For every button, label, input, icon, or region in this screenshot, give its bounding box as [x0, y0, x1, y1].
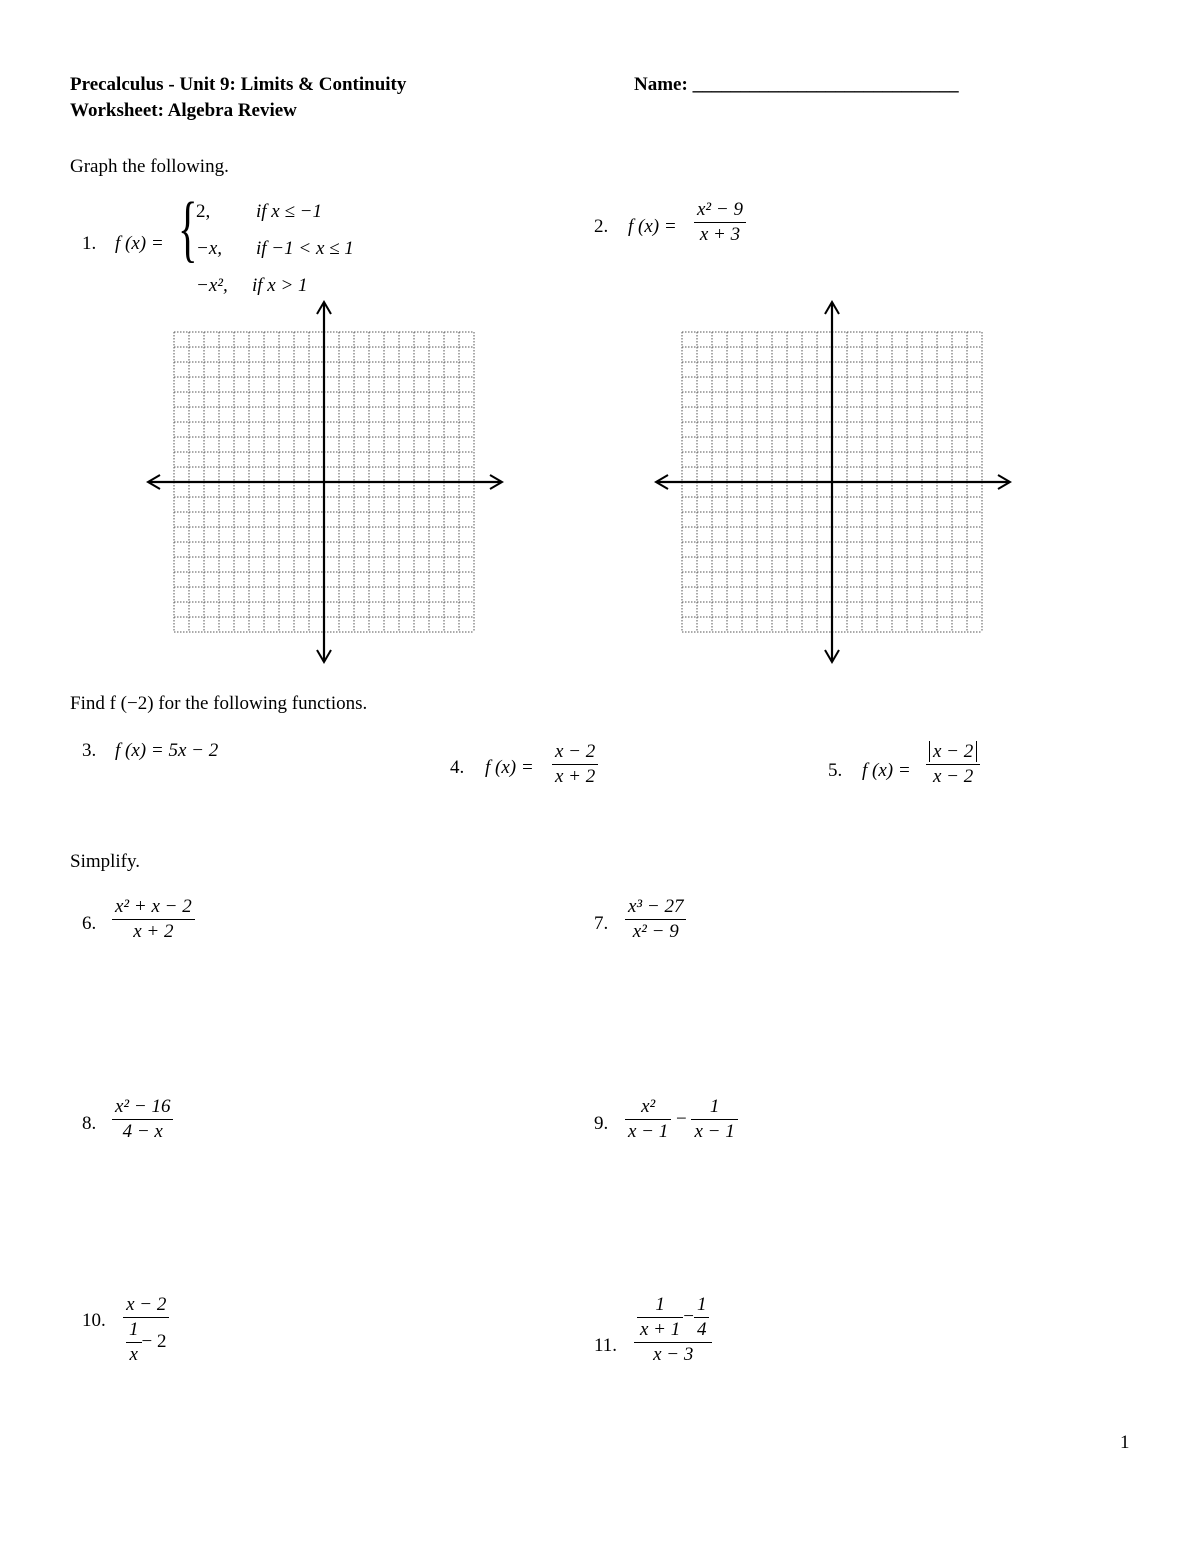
- p2-fraction: $\frac{\text{x² − 9}}{x + 3}$: [694, 198, 746, 247]
- p10-fraction: x − 2 $\frac{1}{x}$ − 2: [123, 1293, 169, 1366]
- coordinate-grid-2[interactable]: [648, 298, 1018, 668]
- p5-number: 5.: [828, 760, 843, 781]
- p3-expr: f (x) = 5x − 2: [115, 740, 219, 761]
- p3-number: 3.: [82, 740, 97, 761]
- worksheet-title: Precalculus - Unit 9: Limits & Continuity: [70, 74, 407, 95]
- p2-lhs: f (x) =: [628, 216, 677, 237]
- coordinate-grid-1[interactable]: [140, 298, 510, 668]
- name-label: Name: ____________________________: [634, 74, 959, 95]
- p7-number: 7.: [594, 913, 609, 934]
- p1-case-1: 2, if x ≤ −1: [196, 201, 322, 222]
- p9-expression: $\frac{\text{x²}}{x - 1}$ − $\frac{1}{x - 1}$: [625, 1095, 738, 1144]
- p9-number: 9.: [594, 1113, 609, 1134]
- worksheet-subtitle: Worksheet: Algebra Review: [70, 100, 297, 121]
- p11-fraction: $\frac{1}{x + 1}$ − $\frac{1}{4}$ x − 3: [634, 1293, 712, 1366]
- eval-instruction: Find f (−2) for the following functions.: [70, 693, 368, 714]
- p4-lhs: f (x) =: [485, 757, 534, 778]
- p6-fraction: $\frac{\text{x² + x − 2}}{x + 2}$: [112, 895, 195, 944]
- p11-number: 11.: [594, 1335, 618, 1356]
- absolute-value: x − 2: [929, 741, 977, 762]
- p2-number: 2.: [594, 216, 609, 237]
- p5-lhs: f (x) =: [862, 760, 911, 781]
- p8-fraction: $\frac{\text{x² − 16}}{4 - x}$: [112, 1095, 173, 1144]
- p4-number: 4.: [450, 757, 465, 778]
- p1-case-3: −x²,if x > 1: [196, 275, 308, 296]
- p1-number: 1.: [82, 233, 97, 254]
- page-number: 1: [1120, 1432, 1130, 1453]
- piecewise-brace: {: [178, 188, 198, 270]
- simplify-instruction: Simplify.: [70, 851, 141, 872]
- p1-lhs: f (x) =: [115, 233, 164, 254]
- graph-instruction: Graph the following.: [70, 156, 229, 177]
- p10-number: 10.: [82, 1310, 106, 1331]
- p8-number: 8.: [82, 1113, 97, 1134]
- p5-fraction: $\frac{x - 2}{x - 2}$: [926, 740, 980, 789]
- p6-number: 6.: [82, 913, 97, 934]
- p7-fraction: $\frac{\text{x³ − 27}}{\text{x² − 9}}$: [625, 895, 686, 944]
- p1-case-2: −x, if −1 < x ≤ 1: [196, 238, 354, 259]
- name-line[interactable]: ____________________________: [692, 74, 959, 95]
- p4-fraction: $\frac{x - 2}{x + 2}$: [552, 740, 598, 789]
- p1-cases: [196, 193, 354, 304]
